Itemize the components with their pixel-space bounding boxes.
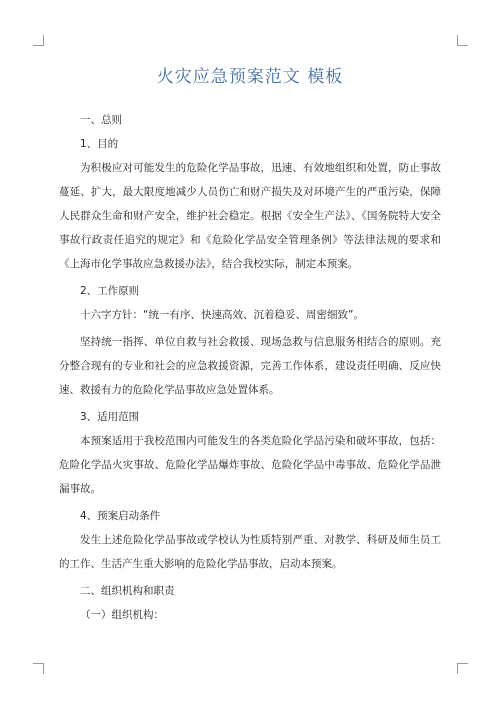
subheading-purpose: 1、目的 xyxy=(80,138,119,150)
section-heading-general: 一、总则 xyxy=(80,114,122,126)
section-heading-organization: 二、组织机构和职责 xyxy=(80,585,175,597)
subheading-organization-structure: （一）组织机构： xyxy=(80,609,164,621)
document-body xyxy=(59,108,441,627)
page-corner-mark-bottom-right xyxy=(457,663,468,674)
subheading-work-principles: 2、工作原则 xyxy=(80,285,140,297)
paragraph-purpose: 为积极应对可能发生的危险化学品事故，迅速、有效地组织和处置，防止事故蔓延、扩大，最大限度地减少人员伤亡和财产损失及对环境产生的严重污染，保障人民群众生命和财产安全，维护社会稳定。根据《安全生产法》、《国务院特大安全事故行政责任追究的规定》和《危险化学品安全管理条例》等法律法规的要求和《上海市化学事故应急救援办法》，结合我校实际，制定本预案。 xyxy=(59,162,441,270)
paragraph-guideline: 十六字方针：“统一有序、快速高效、沉着稳妥、周密细致”。 xyxy=(80,309,364,321)
subheading-activation-conditions: 4、预案启动条件 xyxy=(80,510,161,522)
paragraph-activation: 发生上述危险化学品事故或学校认为性质特别严重、对教学、科研及师生员工的工作、生活产生重大影响的危险化学品事故，启动本预案。 xyxy=(59,534,441,570)
page-corner-mark-top-right xyxy=(457,35,468,46)
paragraph-principles: 坚持统一指挥、单位自救与社会救援、现场急救与信息服务相结合的原则。充分整合现有的专业和社会的应急救援资源，完善工作体系，建设责任明确、反应快速、救援有力的危险化学品事故应急处置体系。 xyxy=(59,336,441,396)
subheading-scope: 3、适用范围 xyxy=(80,411,140,423)
document-title: 火灾应急预案范文 模板 xyxy=(156,67,344,87)
paragraph-scope: 本预案适用于我校范围内可能发生的各类危险化学品污染和破坏事故，包括：危险化学品火灾事故、危险化学品爆炸事故、危险化学品中毒事故、危险化学品泄漏事故。 xyxy=(59,435,441,495)
page-corner-mark-bottom-left xyxy=(33,663,44,674)
page-corner-mark-top-left xyxy=(33,35,44,46)
